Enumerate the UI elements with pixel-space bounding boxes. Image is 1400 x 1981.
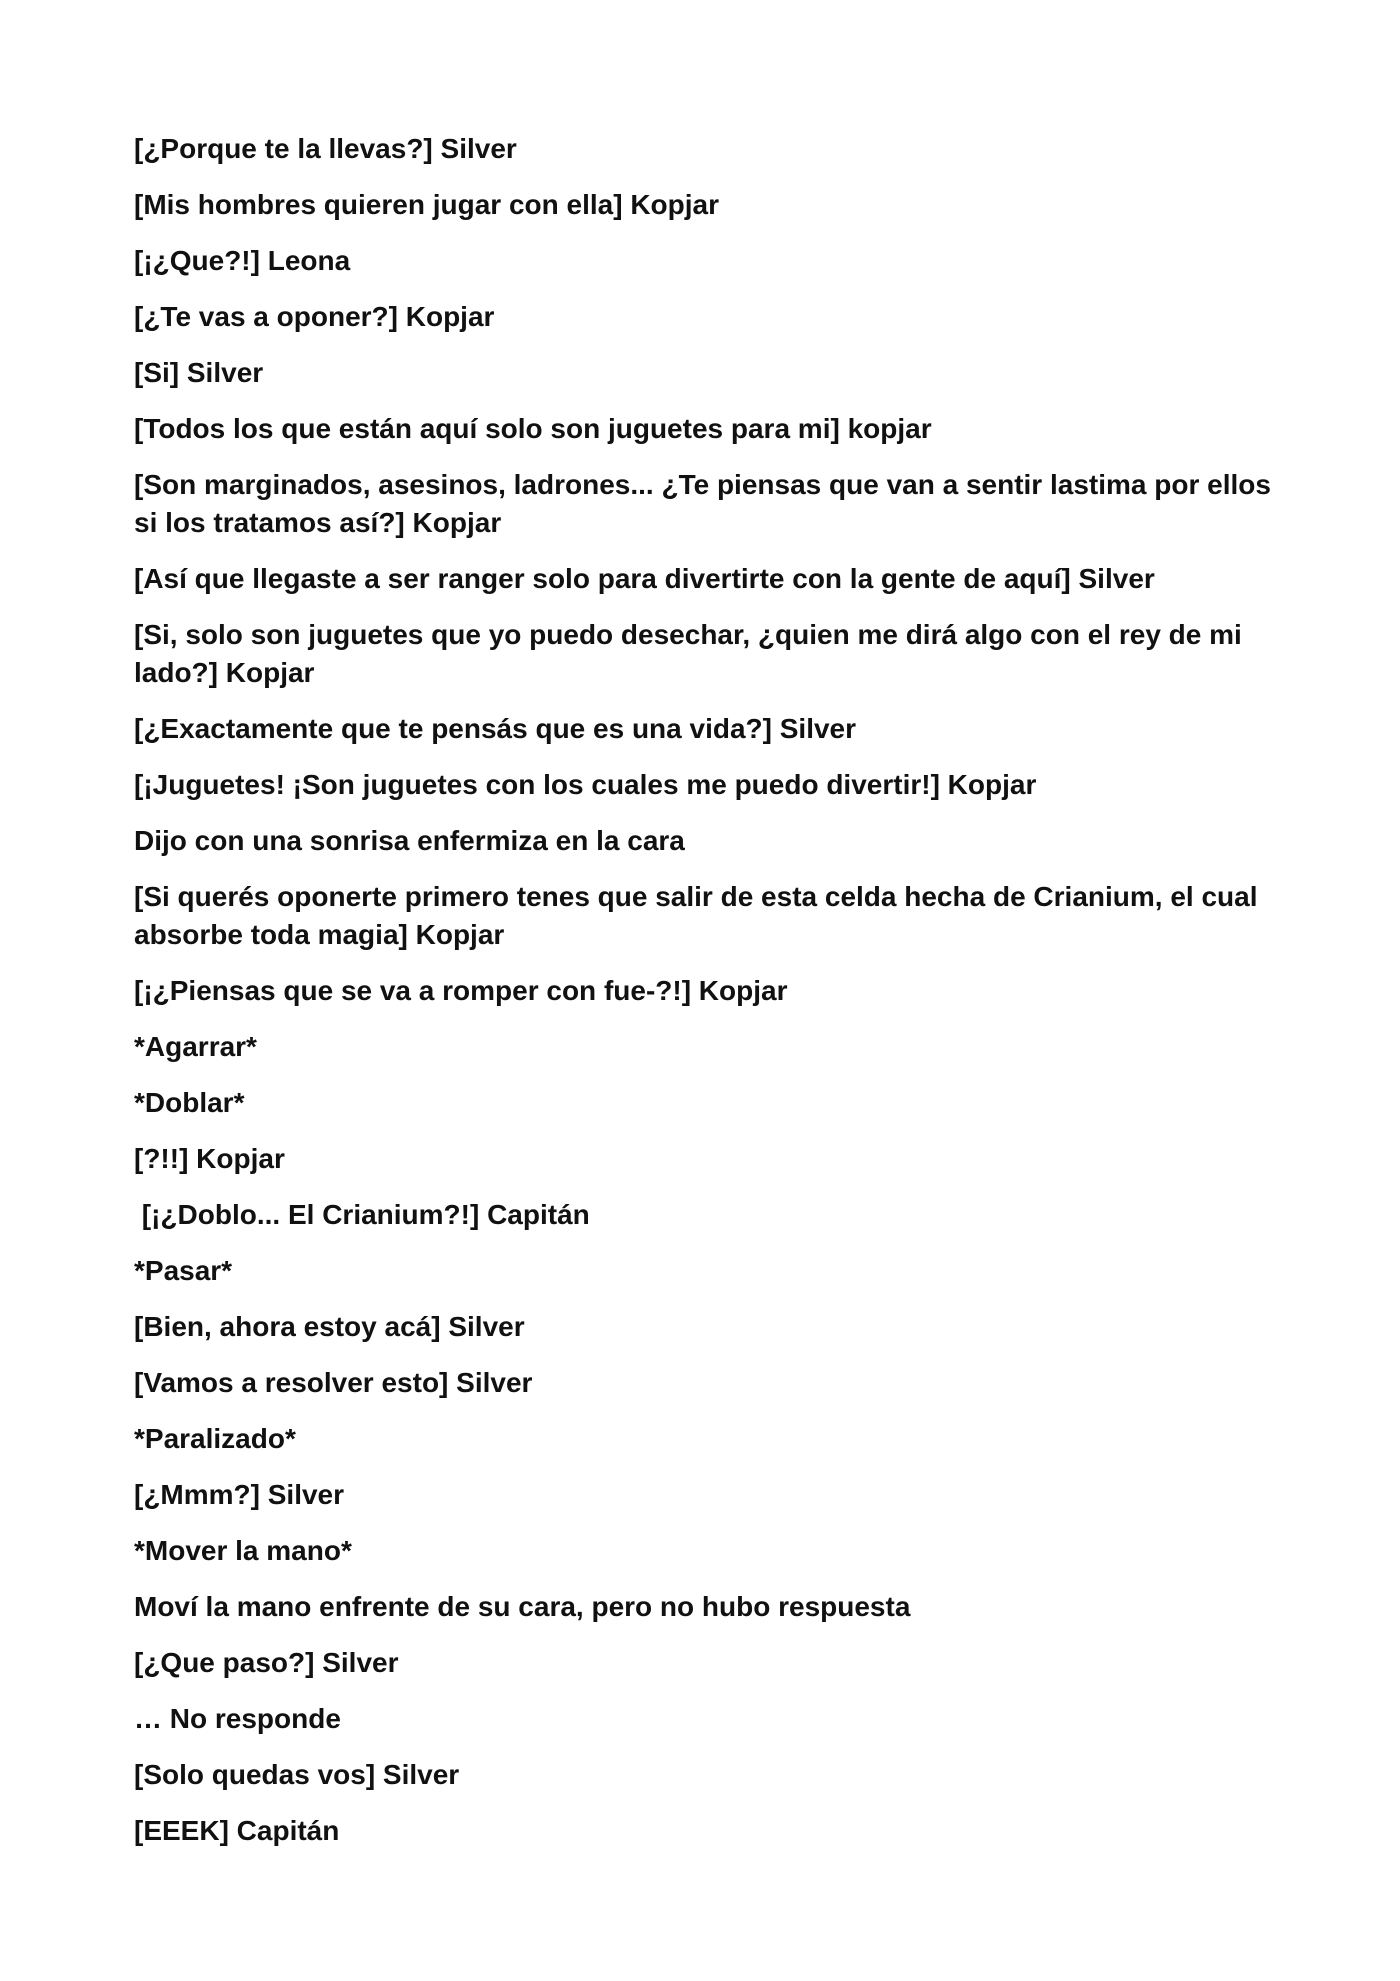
text-line: [Mis hombres quieren jugar con ella] Kopjar bbox=[134, 189, 719, 220]
text-line: [Bien, ahora estoy acá] Silver bbox=[134, 1311, 525, 1342]
text-line: [¿Mmm?] Silver bbox=[134, 1479, 345, 1510]
text-line: [¡¿Que?!] Leona bbox=[134, 245, 351, 276]
text-line: [Solo quedas vos] Silver bbox=[134, 1759, 460, 1790]
text-line: Dijo con una sonrisa enfermiza en la cara bbox=[134, 825, 685, 856]
text-line: [Todos los que están aquí solo son juguetes para mi] kopjar bbox=[134, 413, 932, 444]
text-line: [?!!] Kopjar bbox=[134, 1143, 285, 1174]
text-line: Moví la mano enfrente de su cara, pero no hubo respuesta bbox=[134, 1591, 911, 1622]
text-line: *Doblar* bbox=[134, 1087, 245, 1118]
text-line: [¡¿Doblo... El Crianium?!] Capitán bbox=[134, 1199, 590, 1230]
text-line: *Pasar* bbox=[134, 1255, 233, 1286]
text-line: [¡¿Piensas que se va a romper con fue-?!] Kopjar bbox=[134, 975, 788, 1006]
document-body bbox=[134, 130, 1284, 1868]
text-line: [¡Juguetes! ¡Son juguetes con los cuales me puedo divertir!] Kopjar bbox=[134, 769, 1037, 800]
text-line: [Si querés oponerte primero tenes que salir de esta celda hecha de Crianium, el cual absorbe toda magia] Kopjar bbox=[134, 881, 1266, 950]
text-line: [EEEK] Capitán bbox=[134, 1815, 340, 1846]
text-line: *Mover la mano* bbox=[134, 1535, 352, 1566]
text-line: … No responde bbox=[134, 1703, 341, 1734]
text-line: [¿Que paso?] Silver bbox=[134, 1647, 399, 1678]
text-line: [Si] Silver bbox=[134, 357, 264, 388]
text-line: [Son marginados, asesinos, ladrones... ¿Te piensas que van a sentir lastima por ellos si los tratamos así?] Kopjar bbox=[134, 469, 1279, 538]
text-line: *Paralizado* bbox=[134, 1423, 296, 1454]
text-line: *Agarrar* bbox=[134, 1031, 257, 1062]
text-line: [¿Porque te la llevas?] Silver bbox=[134, 133, 517, 164]
text-line: [Vamos a resolver esto] Silver bbox=[134, 1367, 533, 1398]
text-line: [Si, solo son juguetes que yo puedo desechar, ¿quien me dirá algo con el rey de mi lado?] Kopjar bbox=[134, 619, 1250, 688]
text-line: [¿Te vas a oponer?] Kopjar bbox=[134, 301, 495, 332]
text-line: [¿Exactamente que te pensás que es una vida?] Silver bbox=[134, 713, 857, 744]
text-line: [Así que llegaste a ser ranger solo para divertirte con la gente de aquí] Silver bbox=[134, 563, 1155, 594]
